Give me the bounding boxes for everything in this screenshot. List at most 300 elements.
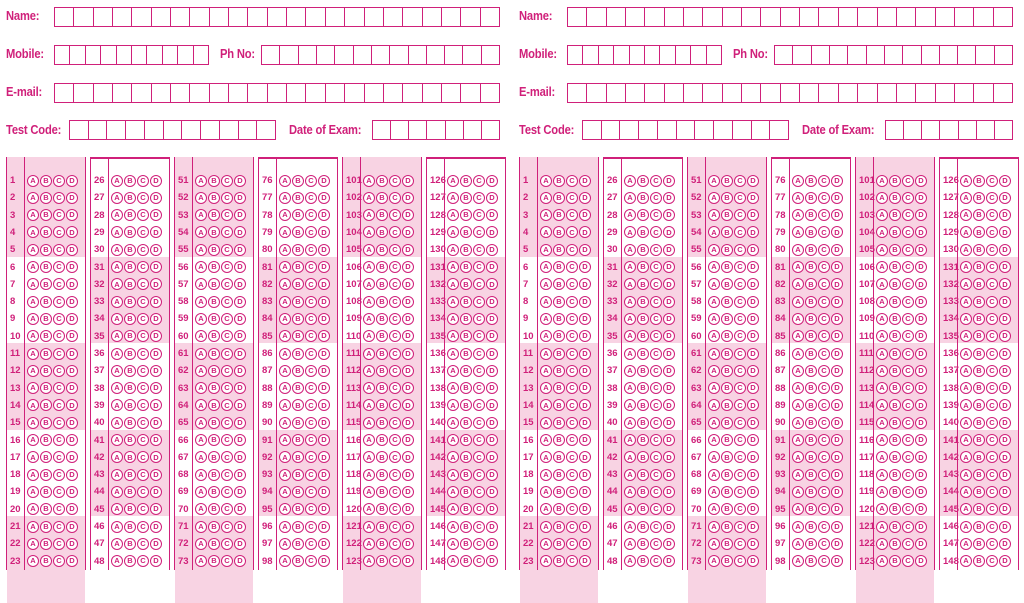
answer-bubble-c[interactable]: C — [566, 261, 578, 273]
entry-box[interactable] — [220, 121, 239, 139]
answer-bubble-d[interactable]: D — [66, 330, 78, 342]
answer-bubble-d[interactable]: D — [999, 382, 1011, 394]
answer-bubble-b[interactable]: B — [973, 521, 985, 533]
answer-bubble-d[interactable]: D — [402, 296, 414, 308]
answer-bubble-d[interactable]: D — [150, 192, 162, 204]
answer-bubble-b[interactable]: B — [376, 451, 388, 463]
entry-box[interactable] — [660, 46, 675, 64]
entry-box[interactable] — [974, 8, 993, 26]
entry-box[interactable] — [229, 84, 248, 102]
answer-bubble-b[interactable]: B — [973, 451, 985, 463]
answer-bubble-d[interactable]: D — [486, 399, 498, 411]
answer-bubble-b[interactable]: B — [889, 555, 901, 567]
entry-box[interactable] — [583, 121, 602, 139]
answer-bubble-c[interactable]: C — [137, 209, 149, 221]
answer-bubble-d[interactable]: D — [66, 469, 78, 481]
answer-bubble-b[interactable]: B — [805, 365, 817, 377]
answer-bubble-b[interactable]: B — [460, 175, 472, 187]
answer-bubble-a[interactable]: A — [279, 486, 291, 498]
answer-bubble-d[interactable]: D — [579, 503, 591, 515]
answer-bubble-c[interactable]: C — [53, 226, 65, 238]
answer-bubble-a[interactable]: A — [195, 313, 207, 325]
entry-box[interactable] — [248, 8, 267, 26]
answer-bubble-b[interactable]: B — [124, 313, 136, 325]
answer-bubble-b[interactable]: B — [124, 261, 136, 273]
answer-bubble-c[interactable]: C — [566, 417, 578, 429]
answer-bubble-b[interactable]: B — [40, 538, 52, 550]
answer-bubble-c[interactable]: C — [473, 451, 485, 463]
answer-bubble-c[interactable]: C — [734, 296, 746, 308]
answer-bubble-d[interactable]: D — [747, 365, 759, 377]
answer-bubble-c[interactable]: C — [137, 434, 149, 446]
answer-bubble-b[interactable]: B — [40, 434, 52, 446]
answer-bubble-d[interactable]: D — [402, 399, 414, 411]
answer-bubble-a[interactable]: A — [447, 521, 459, 533]
answer-bubble-a[interactable]: A — [27, 399, 39, 411]
answer-bubble-b[interactable]: B — [721, 296, 733, 308]
answer-bubble-b[interactable]: B — [637, 226, 649, 238]
answer-bubble-a[interactable]: A — [195, 486, 207, 498]
answer-bubble-b[interactable]: B — [292, 417, 304, 429]
answer-bubble-a[interactable]: A — [27, 313, 39, 325]
answer-bubble-d[interactable]: D — [150, 417, 162, 429]
entry-box[interactable] — [427, 46, 445, 64]
mobile-boxes[interactable] — [567, 45, 722, 65]
answer-bubble-d[interactable]: D — [831, 365, 843, 377]
answer-bubble-d[interactable]: D — [318, 521, 330, 533]
answer-bubble-a[interactable]: A — [708, 209, 720, 221]
answer-bubble-b[interactable]: B — [721, 538, 733, 550]
answer-bubble-a[interactable]: A — [279, 521, 291, 533]
answer-bubble-b[interactable]: B — [553, 399, 565, 411]
answer-bubble-b[interactable]: B — [208, 486, 220, 498]
answer-bubble-c[interactable]: C — [473, 469, 485, 481]
entry-box[interactable] — [239, 121, 258, 139]
answer-bubble-c[interactable]: C — [566, 538, 578, 550]
entry-box[interactable] — [723, 84, 742, 102]
answer-bubble-c[interactable]: C — [389, 175, 401, 187]
answer-bubble-c[interactable]: C — [473, 175, 485, 187]
answer-bubble-b[interactable]: B — [292, 244, 304, 256]
answer-bubble-a[interactable]: A — [960, 175, 972, 187]
answer-bubble-a[interactable]: A — [27, 469, 39, 481]
answer-bubble-a[interactable]: A — [111, 175, 123, 187]
answer-bubble-c[interactable]: C — [473, 486, 485, 498]
answer-bubble-b[interactable]: B — [889, 278, 901, 290]
answer-bubble-c[interactable]: C — [566, 209, 578, 221]
answer-bubble-a[interactable]: A — [876, 365, 888, 377]
answer-bubble-d[interactable]: D — [234, 278, 246, 290]
answer-bubble-a[interactable]: A — [876, 555, 888, 567]
answer-bubble-b[interactable]: B — [637, 348, 649, 360]
answer-bubble-c[interactable]: C — [650, 278, 662, 290]
answer-bubble-c[interactable]: C — [650, 330, 662, 342]
answer-bubble-a[interactable]: A — [195, 348, 207, 360]
answer-bubble-c[interactable]: C — [137, 538, 149, 550]
answer-bubble-b[interactable]: B — [460, 226, 472, 238]
answer-bubble-d[interactable]: D — [579, 330, 591, 342]
answer-bubble-d[interactable]: D — [831, 278, 843, 290]
answer-bubble-a[interactable]: A — [624, 486, 636, 498]
answer-bubble-a[interactable]: A — [960, 451, 972, 463]
entry-box[interactable] — [445, 46, 463, 64]
entry-box[interactable] — [770, 121, 788, 139]
answer-bubble-c[interactable]: C — [53, 209, 65, 221]
answer-bubble-d[interactable]: D — [831, 261, 843, 273]
entry-box[interactable] — [182, 121, 201, 139]
entry-box[interactable] — [210, 8, 229, 26]
answer-bubble-b[interactable]: B — [805, 399, 817, 411]
answer-bubble-a[interactable]: A — [792, 417, 804, 429]
answer-bubble-b[interactable]: B — [721, 365, 733, 377]
answer-bubble-c[interactable]: C — [53, 521, 65, 533]
answer-bubble-d[interactable]: D — [999, 434, 1011, 446]
answer-bubble-a[interactable]: A — [708, 521, 720, 533]
answer-bubble-d[interactable]: D — [663, 348, 675, 360]
entry-box[interactable] — [409, 46, 427, 64]
answer-bubble-a[interactable]: A — [111, 555, 123, 567]
answer-bubble-a[interactable]: A — [363, 555, 375, 567]
answer-bubble-a[interactable]: A — [27, 434, 39, 446]
entry-box[interactable] — [113, 8, 132, 26]
entry-box[interactable] — [423, 8, 442, 26]
answer-bubble-a[interactable]: A — [540, 244, 552, 256]
answer-bubble-c[interactable]: C — [221, 313, 233, 325]
answer-bubble-c[interactable]: C — [221, 278, 233, 290]
answer-bubble-b[interactable]: B — [124, 417, 136, 429]
answer-bubble-c[interactable]: C — [986, 399, 998, 411]
entry-box[interactable] — [676, 46, 691, 64]
answer-bubble-b[interactable]: B — [805, 244, 817, 256]
answer-bubble-c[interactable]: C — [221, 417, 233, 429]
answer-bubble-b[interactable]: B — [805, 209, 817, 221]
answer-bubble-b[interactable]: B — [208, 313, 220, 325]
answer-bubble-a[interactable]: A — [540, 417, 552, 429]
answer-bubble-b[interactable]: B — [637, 175, 649, 187]
answer-bubble-b[interactable]: B — [721, 244, 733, 256]
entry-box[interactable] — [268, 8, 287, 26]
answer-bubble-b[interactable]: B — [637, 434, 649, 446]
answer-bubble-b[interactable]: B — [889, 296, 901, 308]
answer-bubble-d[interactable]: D — [747, 434, 759, 446]
answer-bubble-b[interactable]: B — [124, 209, 136, 221]
answer-bubble-c[interactable]: C — [221, 226, 233, 238]
answer-bubble-c[interactable]: C — [473, 538, 485, 550]
answer-bubble-d[interactable]: D — [915, 365, 927, 377]
answer-bubble-c[interactable]: C — [566, 434, 578, 446]
answer-bubble-a[interactable]: A — [792, 226, 804, 238]
answer-bubble-b[interactable]: B — [40, 417, 52, 429]
entry-box[interactable] — [812, 46, 830, 64]
answer-bubble-d[interactable]: D — [999, 521, 1011, 533]
answer-bubble-a[interactable]: A — [624, 382, 636, 394]
answer-bubble-b[interactable]: B — [553, 503, 565, 515]
answer-bubble-d[interactable]: D — [402, 538, 414, 550]
entry-box[interactable] — [885, 46, 903, 64]
answer-bubble-b[interactable]: B — [376, 503, 388, 515]
answer-bubble-d[interactable]: D — [579, 399, 591, 411]
answer-bubble-a[interactable]: A — [624, 365, 636, 377]
answer-bubble-b[interactable]: B — [208, 261, 220, 273]
answer-bubble-b[interactable]: B — [292, 330, 304, 342]
answer-bubble-b[interactable]: B — [208, 469, 220, 481]
answer-bubble-a[interactable]: A — [279, 382, 291, 394]
answer-bubble-b[interactable]: B — [721, 469, 733, 481]
answer-bubble-a[interactable]: A — [111, 192, 123, 204]
answer-bubble-d[interactable]: D — [579, 382, 591, 394]
answer-bubble-c[interactable]: C — [650, 469, 662, 481]
answer-bubble-c[interactable]: C — [902, 538, 914, 550]
answer-bubble-b[interactable]: B — [208, 503, 220, 515]
answer-bubble-a[interactable]: A — [27, 503, 39, 515]
answer-bubble-c[interactable]: C — [902, 313, 914, 325]
entry-box[interactable] — [306, 84, 325, 102]
answer-bubble-d[interactable]: D — [234, 434, 246, 446]
entry-box[interactable] — [194, 46, 208, 64]
answer-bubble-c[interactable]: C — [473, 296, 485, 308]
answer-bubble-b[interactable]: B — [721, 226, 733, 238]
answer-bubble-c[interactable]: C — [389, 209, 401, 221]
answer-bubble-c[interactable]: C — [902, 175, 914, 187]
answer-bubble-a[interactable]: A — [540, 278, 552, 290]
entry-box[interactable] — [677, 121, 696, 139]
answer-bubble-d[interactable]: D — [579, 296, 591, 308]
answer-bubble-a[interactable]: A — [195, 365, 207, 377]
answer-bubble-c[interactable]: C — [566, 382, 578, 394]
entry-box[interactable] — [164, 121, 183, 139]
answer-bubble-b[interactable]: B — [553, 521, 565, 533]
answer-bubble-b[interactable]: B — [40, 278, 52, 290]
answer-bubble-a[interactable]: A — [960, 521, 972, 533]
answer-bubble-c[interactable]: C — [53, 348, 65, 360]
answer-bubble-a[interactable]: A — [960, 434, 972, 446]
answer-bubble-a[interactable]: A — [111, 261, 123, 273]
answer-bubble-b[interactable]: B — [721, 555, 733, 567]
answer-bubble-d[interactable]: D — [486, 365, 498, 377]
answer-bubble-a[interactable]: A — [363, 348, 375, 360]
answer-bubble-d[interactable]: D — [150, 313, 162, 325]
answer-bubble-c[interactable]: C — [53, 261, 65, 273]
answer-bubble-b[interactable]: B — [460, 417, 472, 429]
entry-box[interactable] — [867, 46, 885, 64]
answer-bubble-c[interactable]: C — [650, 365, 662, 377]
entry-box[interactable] — [599, 46, 614, 64]
entry-box[interactable] — [70, 46, 85, 64]
answer-bubble-c[interactable]: C — [734, 469, 746, 481]
answer-bubble-c[interactable]: C — [221, 503, 233, 515]
answer-bubble-a[interactable]: A — [363, 521, 375, 533]
answer-bubble-b[interactable]: B — [889, 399, 901, 411]
answer-bubble-c[interactable]: C — [389, 555, 401, 567]
answer-bubble-a[interactable]: A — [195, 538, 207, 550]
answer-bubble-b[interactable]: B — [721, 261, 733, 273]
answer-bubble-a[interactable]: A — [195, 175, 207, 187]
answer-bubble-b[interactable]: B — [208, 209, 220, 221]
answer-bubble-c[interactable]: C — [221, 434, 233, 446]
answer-bubble-a[interactable]: A — [708, 469, 720, 481]
answer-bubble-c[interactable]: C — [986, 555, 998, 567]
answer-bubble-b[interactable]: B — [460, 555, 472, 567]
answer-bubble-a[interactable]: A — [279, 330, 291, 342]
answer-bubble-b[interactable]: B — [124, 278, 136, 290]
answer-bubble-c[interactable]: C — [818, 417, 830, 429]
answer-bubble-d[interactable]: D — [999, 348, 1011, 360]
answer-bubble-a[interactable]: A — [447, 417, 459, 429]
answer-bubble-c[interactable]: C — [734, 486, 746, 498]
answer-bubble-b[interactable]: B — [553, 209, 565, 221]
answer-bubble-c[interactable]: C — [389, 521, 401, 533]
answer-bubble-c[interactable]: C — [305, 382, 317, 394]
answer-bubble-d[interactable]: D — [999, 486, 1011, 498]
answer-bubble-b[interactable]: B — [40, 503, 52, 515]
answer-bubble-c[interactable]: C — [305, 313, 317, 325]
answer-bubble-b[interactable]: B — [721, 330, 733, 342]
answer-bubble-c[interactable]: C — [818, 330, 830, 342]
entry-box[interactable] — [463, 46, 481, 64]
answer-bubble-b[interactable]: B — [208, 399, 220, 411]
entry-box[interactable] — [70, 121, 89, 139]
entry-box[interactable] — [630, 46, 645, 64]
answer-bubble-c[interactable]: C — [53, 330, 65, 342]
entry-box[interactable] — [614, 46, 629, 64]
answer-bubble-b[interactable]: B — [553, 296, 565, 308]
answer-bubble-b[interactable]: B — [805, 330, 817, 342]
answer-bubble-b[interactable]: B — [889, 538, 901, 550]
answer-bubble-a[interactable]: A — [27, 244, 39, 256]
answer-bubble-c[interactable]: C — [902, 209, 914, 221]
answer-bubble-c[interactable]: C — [53, 555, 65, 567]
answer-bubble-c[interactable]: C — [734, 192, 746, 204]
answer-bubble-d[interactable]: D — [999, 365, 1011, 377]
answer-bubble-a[interactable]: A — [111, 209, 123, 221]
entry-box[interactable] — [299, 46, 317, 64]
answer-bubble-b[interactable]: B — [376, 348, 388, 360]
answer-bubble-d[interactable]: D — [318, 192, 330, 204]
answer-bubble-c[interactable]: C — [734, 209, 746, 221]
answer-bubble-b[interactable]: B — [208, 226, 220, 238]
answer-bubble-c[interactable]: C — [305, 244, 317, 256]
answer-bubble-d[interactable]: D — [486, 296, 498, 308]
answer-bubble-c[interactable]: C — [389, 244, 401, 256]
answer-bubble-d[interactable]: D — [486, 469, 498, 481]
answer-bubble-b[interactable]: B — [124, 175, 136, 187]
answer-bubble-a[interactable]: A — [960, 555, 972, 567]
answer-bubble-c[interactable]: C — [305, 296, 317, 308]
entry-box[interactable] — [897, 84, 916, 102]
answer-bubble-a[interactable]: A — [708, 175, 720, 187]
answer-bubble-a[interactable]: A — [540, 399, 552, 411]
answer-bubble-d[interactable]: D — [999, 209, 1011, 221]
answer-bubble-c[interactable]: C — [818, 434, 830, 446]
answer-bubble-a[interactable]: A — [708, 503, 720, 515]
answer-bubble-a[interactable]: A — [624, 434, 636, 446]
answer-bubble-c[interactable]: C — [305, 209, 317, 221]
answer-bubble-c[interactable]: C — [53, 296, 65, 308]
answer-bubble-b[interactable]: B — [40, 226, 52, 238]
answer-bubble-d[interactable]: D — [402, 417, 414, 429]
answer-bubble-b[interactable]: B — [124, 192, 136, 204]
answer-bubble-d[interactable]: D — [747, 296, 759, 308]
answer-bubble-d[interactable]: D — [999, 330, 1011, 342]
answer-bubble-c[interactable]: C — [566, 278, 578, 290]
entry-box[interactable] — [645, 46, 660, 64]
answer-bubble-d[interactable]: D — [663, 469, 675, 481]
answer-bubble-a[interactable]: A — [960, 261, 972, 273]
answer-bubble-b[interactable]: B — [637, 469, 649, 481]
answer-bubble-d[interactable]: D — [234, 296, 246, 308]
answer-bubble-d[interactable]: D — [234, 486, 246, 498]
answer-bubble-d[interactable]: D — [66, 244, 78, 256]
entry-box[interactable] — [427, 121, 445, 139]
answer-bubble-d[interactable]: D — [999, 399, 1011, 411]
answer-bubble-d[interactable]: D — [66, 555, 78, 567]
answer-bubble-a[interactable]: A — [363, 226, 375, 238]
answer-bubble-d[interactable]: D — [915, 261, 927, 273]
entry-box[interactable] — [800, 84, 819, 102]
answer-bubble-c[interactable]: C — [734, 175, 746, 187]
answer-bubble-d[interactable]: D — [486, 226, 498, 238]
answer-bubble-a[interactable]: A — [195, 555, 207, 567]
answer-bubble-d[interactable]: D — [66, 417, 78, 429]
entry-box[interactable] — [132, 84, 151, 102]
entry-box[interactable] — [775, 46, 793, 64]
answer-bubble-b[interactable]: B — [460, 192, 472, 204]
entry-box[interactable] — [733, 121, 752, 139]
answer-bubble-b[interactable]: B — [889, 348, 901, 360]
answer-bubble-a[interactable]: A — [111, 417, 123, 429]
answer-bubble-b[interactable]: B — [889, 244, 901, 256]
answer-bubble-d[interactable]: D — [150, 434, 162, 446]
answer-bubble-d[interactable]: D — [831, 521, 843, 533]
answer-bubble-c[interactable]: C — [473, 382, 485, 394]
answer-bubble-d[interactable]: D — [579, 192, 591, 204]
answer-bubble-a[interactable]: A — [447, 399, 459, 411]
entry-box[interactable] — [639, 121, 658, 139]
answer-bubble-a[interactable]: A — [279, 555, 291, 567]
answer-bubble-c[interactable]: C — [305, 434, 317, 446]
answer-bubble-d[interactable]: D — [747, 175, 759, 187]
answer-bubble-c[interactable]: C — [53, 399, 65, 411]
answer-bubble-b[interactable]: B — [553, 330, 565, 342]
answer-bubble-d[interactable]: D — [318, 330, 330, 342]
entry-box[interactable] — [665, 84, 684, 102]
answer-bubble-d[interactable]: D — [318, 278, 330, 290]
answer-bubble-a[interactable]: A — [624, 313, 636, 325]
answer-bubble-b[interactable]: B — [721, 382, 733, 394]
answer-bubble-a[interactable]: A — [960, 538, 972, 550]
answer-bubble-a[interactable]: A — [708, 261, 720, 273]
answer-bubble-a[interactable]: A — [624, 226, 636, 238]
answer-bubble-c[interactable]: C — [53, 313, 65, 325]
answer-bubble-c[interactable]: C — [137, 278, 149, 290]
answer-bubble-b[interactable]: B — [889, 503, 901, 515]
answer-bubble-b[interactable]: B — [973, 175, 985, 187]
answer-bubble-d[interactable]: D — [318, 244, 330, 256]
answer-bubble-a[interactable]: A — [195, 382, 207, 394]
answer-bubble-a[interactable]: A — [111, 348, 123, 360]
answer-bubble-a[interactable]: A — [363, 365, 375, 377]
answer-bubble-b[interactable]: B — [805, 538, 817, 550]
answer-bubble-d[interactable]: D — [747, 469, 759, 481]
name-boxes[interactable] — [567, 7, 1013, 27]
answer-bubble-a[interactable]: A — [960, 469, 972, 481]
entry-box[interactable] — [268, 84, 287, 102]
answer-bubble-c[interactable]: C — [221, 399, 233, 411]
answer-bubble-b[interactable]: B — [376, 330, 388, 342]
answer-bubble-b[interactable]: B — [553, 486, 565, 498]
entry-box[interactable] — [117, 46, 132, 64]
answer-bubble-a[interactable]: A — [363, 330, 375, 342]
